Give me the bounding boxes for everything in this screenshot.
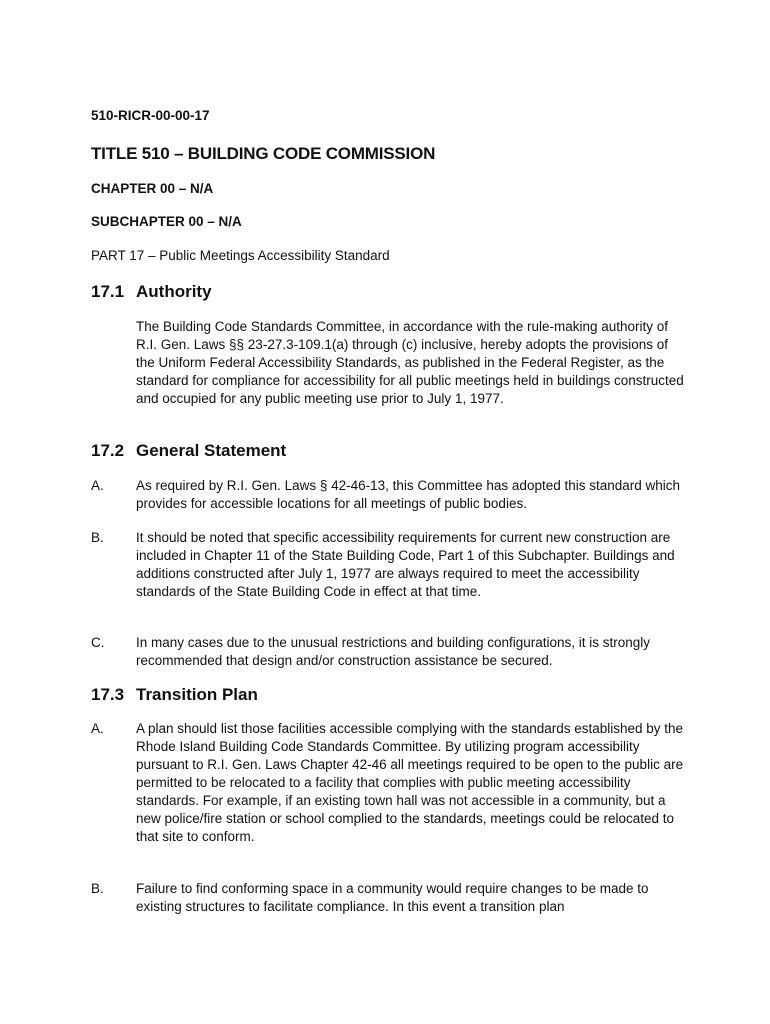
list-item-letter: B. — [91, 530, 104, 545]
list-item — [91, 477, 686, 513]
part-line: PART 17 – Public Meetings Accessibility Standard — [91, 248, 390, 263]
list-item — [91, 720, 686, 846]
section-heading-17-2 — [91, 441, 286, 461]
list-item-text: In many cases due to the unusual restrictions and building configurations, it is strongly recommended that design and/or construction assistance be secured. — [136, 635, 651, 668]
list-item-text: It should be noted that specific accessibility requirements for current new construction are included in Chapter 11 of the State Building Code, Part 1 of this Subchapter. Buildings and additions constructed after July 1, 1977 are always required to meet the accessibility standards of the State Building Code in effect at that time. — [136, 530, 675, 599]
section-title: Authority — [136, 282, 212, 301]
list-item — [91, 634, 686, 670]
document-id: 510-RICR-00-00-17 — [91, 108, 210, 123]
section-title: Transition Plan — [136, 685, 258, 704]
list-item-letter: C. — [91, 635, 105, 650]
list-item-text: Failure to find conforming space in a community would require changes to be made to existing structures to facilitate compliance. In this event a transition plan — [136, 881, 649, 914]
section-heading-17-1 — [91, 282, 212, 302]
list-item-letter: A. — [91, 478, 104, 493]
section-heading-17-3 — [91, 685, 258, 705]
subchapter-line: SUBCHAPTER 00 – N/A — [91, 214, 242, 229]
authority-paragraph: The Building Code Standards Committee, in accordance with the rule-making authority of R.I. Gen. Laws §§ 23-27.3-109.1(a) through (c) inclusive, hereby adopts the provisions of the Uniform Federal Accessibility Standards, as published in the Federal Register, as the standard for compliance for accessibility for all public meetings held in buildings constructed and occupied for any public meeting use prior to July 1, 1977. — [136, 319, 684, 406]
list-item-letter: B. — [91, 881, 104, 896]
list-item — [91, 529, 686, 601]
list-item-letter: A. — [91, 721, 104, 736]
list-item-text: A plan should list those facilities accessible complying with the standards established by the Rhode Island Building Code Standards Committee. By utilizing program accessibility pursuant to R.I. Gen. Laws Chapter 42-46 all meetings required to be open to the public are permitted to be relocated to a facility that complies with public meeting accessibility standards. For example, if an existing town hall was not accessible in a community, but a new police/fire station or school complied to the standards, meetings could be relocated to that site to conform. — [136, 721, 684, 844]
section-number: 17.1 — [91, 282, 125, 301]
list-item-text: As required by R.I. Gen. Laws § 42-46-13, this Committee has adopted this standard which provides for accessible locations for all meetings of public bodies. — [136, 478, 681, 511]
chapter-line: CHAPTER 00 – N/A — [91, 181, 214, 196]
list-item — [91, 880, 686, 916]
document-title: TITLE 510 – BUILDING CODE COMMISSION — [91, 144, 436, 163]
section-title: General Statement — [136, 441, 287, 460]
section-number: 17.3 — [91, 685, 125, 704]
section-number: 17.2 — [91, 441, 125, 460]
